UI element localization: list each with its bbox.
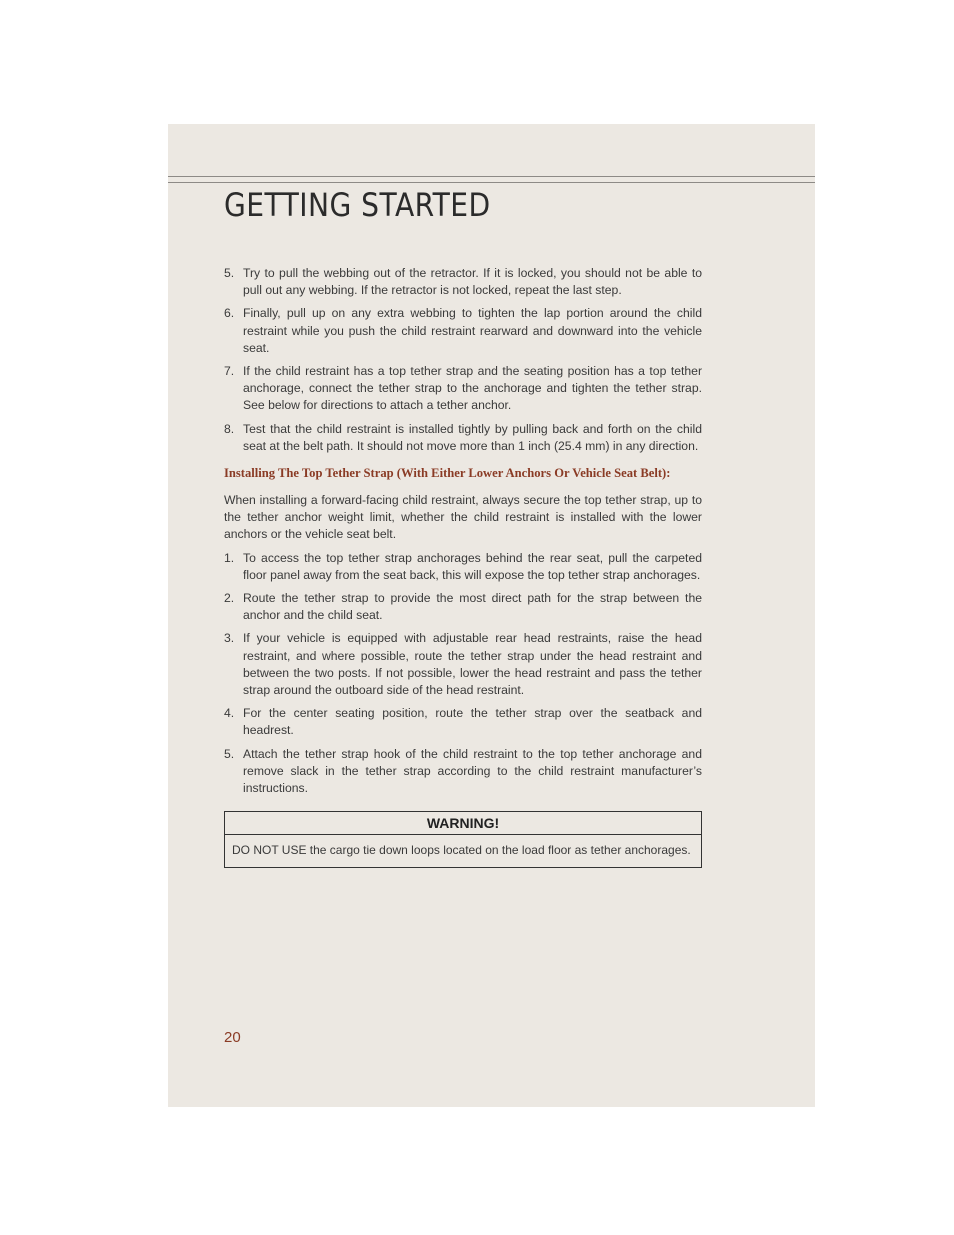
warning-body: DO NOT USE the cargo tie down loops located on the load floor as tether anchorages. — [232, 843, 691, 858]
list-item — [224, 590, 702, 624]
step-text: Attach the tether strap hook of the child restraint to the top tether anchorage and remove slack in the tether strap according to the child restraint manufacturer’s instructions. — [243, 746, 702, 796]
section-title: GETTING STARTED — [224, 186, 491, 224]
list-item — [224, 746, 702, 798]
page-content — [224, 265, 702, 868]
step-number: 3. — [224, 631, 235, 646]
step-number: 5. — [224, 266, 235, 280]
step-number: 7. — [224, 364, 235, 379]
step-text: Finally, pull up on any extra webbing to tighten the lap portion around the child restraint while you push the child restraint rearward and downward into the vehicle seat. — [243, 306, 702, 355]
step-text: For the center seating position, route the tether strap over the seatback and headrest. — [243, 706, 702, 738]
intro-paragraph: When installing a forward-facing child restraint, always secure the top tether strap, up to the tether anchor weight limit, whether the child restraint is installed with the lower anchors or the vehicle seat belt. — [224, 493, 702, 542]
step-number: 1. — [224, 550, 235, 565]
step-text: Route the tether strap to provide the most direct path for the strap between the anchor and the child seat. — [243, 591, 702, 623]
list-item — [224, 550, 702, 584]
step-number: 5. — [224, 746, 235, 761]
step-text: Test that the child restraint is installed tightly by pulling back and forth on the child seat at the belt path. It should not move more than 1 inch (25.4 mm) in any direction. — [243, 421, 702, 453]
steps-list-a — [224, 265, 702, 455]
steps-list-b — [224, 550, 702, 798]
list-item — [224, 363, 702, 415]
list-item — [224, 705, 702, 739]
list-item — [224, 265, 702, 299]
header-rule-top — [168, 176, 815, 177]
step-text: If the child restraint has a top tether strap and the seating position has a top tether anchorage, connect the tether strap to the anchorage and tighten the tether strap. See below for directions to attach a tether anchor. — [243, 364, 702, 413]
warning-box — [224, 811, 702, 868]
step-number: 6. — [224, 306, 235, 321]
step-number: 4. — [224, 706, 235, 721]
manual-page — [168, 124, 815, 1107]
header-rule-bottom — [168, 182, 815, 183]
step-text: Try to pull the webbing out of the retractor. If it is locked, you should not be able to pull out any webbing. If the retractor is not locked, repeat the last step. — [243, 266, 702, 298]
list-item — [224, 305, 702, 357]
step-text: If your vehicle is equipped with adjustable rear head restraints, raise the head restraint, and where possible, route the tether strap under the head restraint and between the two posts. If not possible, lower the head restraint and pass the tether strap around the outboard side of the head restraint. — [243, 631, 702, 698]
list-item — [224, 630, 702, 699]
step-number: 8. — [224, 421, 235, 436]
step-text: To access the top tether strap anchorages behind the rear seat, pull the carpeted floor panel away from the seat back, this will expose the top tether strap anchorages. — [243, 550, 702, 582]
warning-title: WARNING! — [225, 812, 701, 835]
list-item — [224, 421, 702, 455]
step-number: 2. — [224, 591, 235, 606]
subheading: Installing The Top Tether Strap (With Either Lower Anchors Or Vehicle Seat Belt): — [224, 466, 671, 481]
page-number: 20 — [224, 1029, 241, 1046]
